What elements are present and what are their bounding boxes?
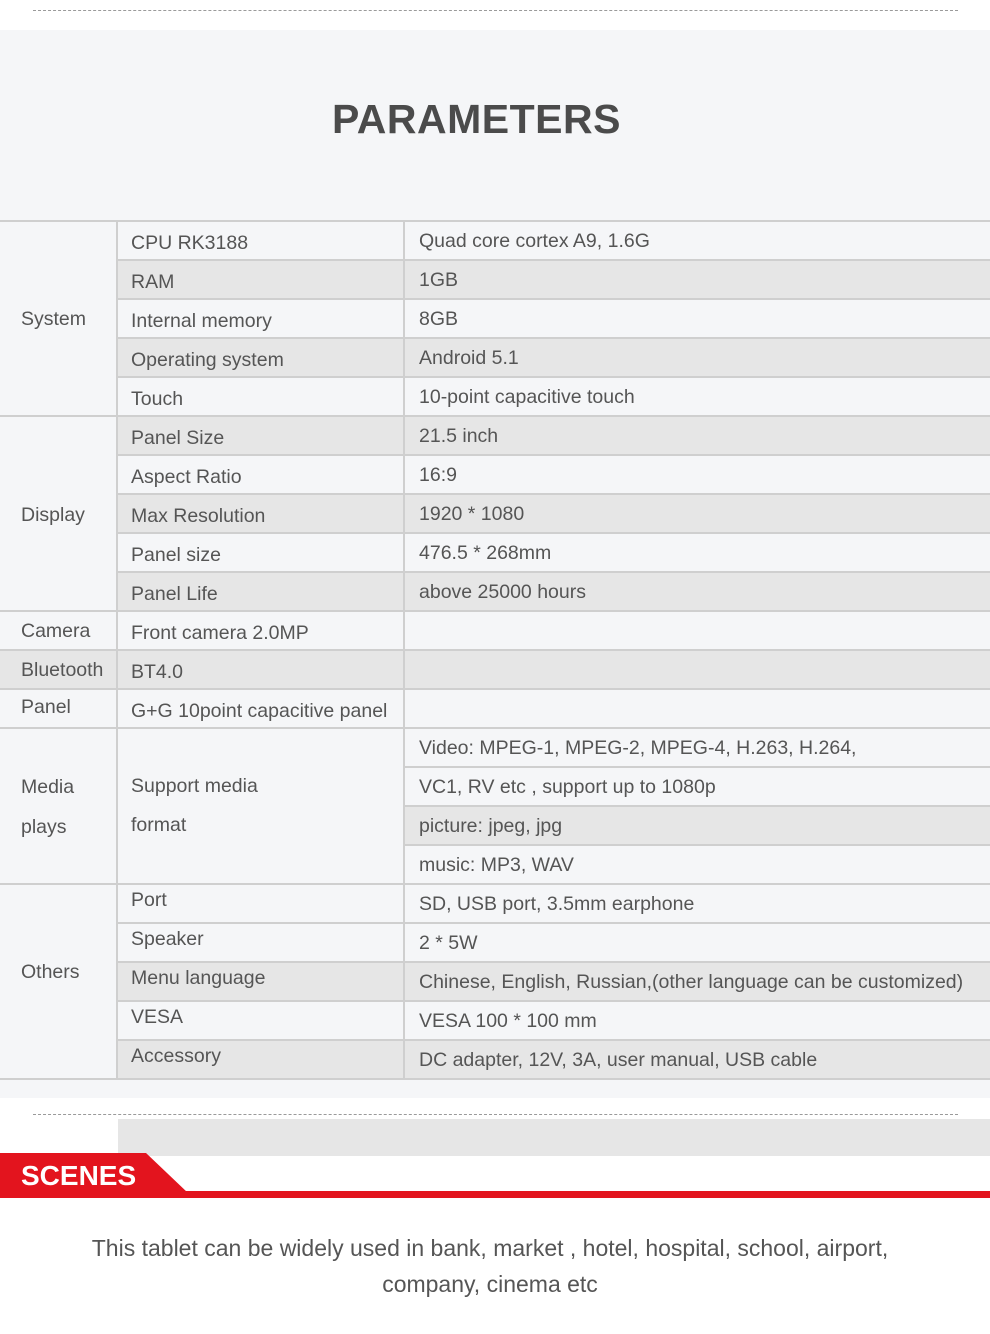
spec-key: Internal memory (131, 310, 272, 332)
media-key-line2: format (131, 814, 187, 836)
row-divider (0, 883, 990, 885)
spec-value: VESA 100 * 100 mm (419, 1010, 597, 1032)
media-format-value: picture: jpeg, jpg (419, 815, 563, 837)
spec-value: 2 * 5W (419, 932, 478, 954)
spec-key: G+G 10point capacitive panel (131, 700, 388, 722)
row-divider (116, 337, 990, 339)
spec-key: VESA (131, 1006, 184, 1028)
spec-value: SD, USB port, 3.5mm earphone (419, 893, 695, 915)
row-divider (116, 298, 990, 300)
media-key-line1: Support media (131, 775, 258, 797)
spec-key: Front camera 2.0MP (131, 622, 309, 644)
column-divider (403, 220, 405, 1078)
group-label-panel: Panel (21, 696, 71, 718)
column-divider (116, 220, 118, 1078)
group-label-bluetooth: Bluetooth (21, 659, 104, 681)
scenes-heading: SCENES (21, 1160, 137, 1191)
row-divider (403, 766, 990, 768)
scenes-banner (0, 1151, 990, 1201)
spec-value: 1GB (419, 269, 459, 291)
spec-value: 21.5 inch (419, 425, 499, 447)
spec-key: BT4.0 (131, 661, 184, 683)
row-divider (0, 610, 990, 612)
spec-value: 10-point capacitive touch (419, 386, 635, 408)
media-format-value: VC1, RV etc , support up to 1080p (419, 776, 716, 798)
spec-key: Operating system (131, 349, 284, 371)
row-divider (116, 454, 990, 456)
spec-value: above 25000 hours (419, 581, 586, 603)
row-stripe (118, 651, 990, 688)
row-divider (116, 571, 990, 573)
scenes-description-line1: This tablet can be widely used in bank, market , hotel, hospital, school, airport, (91, 1235, 889, 1261)
group-label-media-line2: plays (21, 816, 67, 838)
row-divider (0, 649, 990, 651)
media-format-value: music: MP3, WAV (419, 854, 574, 876)
row-stripe (118, 261, 990, 298)
row-stripe (118, 417, 990, 454)
spec-value: 476.5 * 268mm (419, 542, 552, 564)
spec-key: Accessory (131, 1045, 221, 1067)
row-divider (403, 844, 990, 846)
scenes-description-line2: company, cinema etc (382, 1271, 598, 1297)
spec-key: Menu language (131, 967, 266, 989)
spec-key: Aspect Ratio (131, 466, 242, 488)
row-divider (0, 415, 990, 417)
row-divider (0, 727, 990, 729)
page-title: PARAMETERS (332, 96, 621, 142)
spec-value: 1920 * 1080 (419, 503, 525, 525)
row-divider (0, 1078, 990, 1080)
row-divider (0, 688, 990, 690)
row-divider (116, 922, 990, 924)
group-label-display: Display (21, 504, 85, 526)
row-divider (116, 1039, 990, 1041)
spec-key: Panel Size (131, 427, 225, 449)
media-format-value: Video: MPEG-1, MPEG-2, MPEG-4, H.263, H.264, (419, 737, 857, 759)
row-divider (0, 220, 990, 222)
group-label-others: Others (21, 961, 80, 983)
group-label-camera: Camera (21, 620, 91, 642)
bottom-dashed-divider (33, 1114, 958, 1115)
spec-value: DC adapter, 12V, 3A, user manual, USB cable (419, 1049, 818, 1071)
row-divider (116, 532, 990, 534)
group-label-system: System (21, 308, 87, 330)
spec-value: Chinese, English, Russian,(other language can be customized) (419, 971, 964, 993)
spec-key: RAM (131, 271, 175, 293)
spec-key: Panel size (131, 544, 221, 566)
spec-key: Max Resolution (131, 505, 266, 527)
spec-key: Port (131, 889, 167, 911)
spec-key: CPU RK3188 (131, 232, 249, 254)
spec-key: Touch (131, 388, 184, 410)
spec-value: 8GB (419, 308, 459, 330)
spec-key: Panel Life (131, 583, 218, 605)
top-dashed-divider (33, 10, 958, 11)
group-label-media-line1: Media (21, 776, 75, 798)
row-divider (116, 493, 990, 495)
row-divider (116, 1000, 990, 1002)
spec-key: Speaker (131, 928, 204, 950)
row-divider (403, 805, 990, 807)
spec-value: 16:9 (419, 464, 457, 486)
row-divider (116, 259, 990, 261)
row-divider (116, 961, 990, 963)
spec-value: Quad core cortex A9, 1.6G (419, 230, 650, 252)
spec-value: Android 5.1 (419, 347, 519, 369)
row-divider (116, 376, 990, 378)
